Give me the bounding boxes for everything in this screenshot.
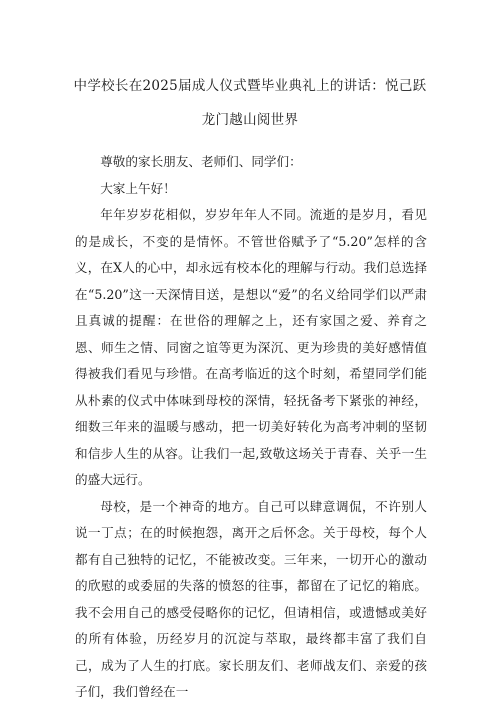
paragraph-2: 母校，是一个神奇的地方。自己可以肆意调侃，不许别人说一丁点；在的时候抱怨，离开之后怀念。关于母校，每个人都有自己独特的记忆，不能被改变。三年来，一切开心的激动的欣慰的或委屈的失落的愤怒的往事，都留在了记忆的箱底。我不会用自己的感受侵略你的记忆，但请相信，或遗憾或美好的所有体验，历经岁月的沉淀与萃取，最终都丰富了我们自己，成为了人生的打底。家长朋友们、老师战友们、亲爱的孩子们，我们曾经在一 bbox=[75, 498, 427, 699]
document-title-line-1: 中学校长在2025届成人仪式暨毕业典礼上的讲话：悦己跃 bbox=[73, 78, 427, 94]
salutation: 尊敬的家长朋友、老师们、同学们： bbox=[100, 154, 302, 169]
paragraph-1: 年年岁岁花相似，岁岁年年人不同。流逝的是岁月，看见的是成长，不变的是情怀。不管世俗赋予了“5.20”怎样的含义，在X人的心中，却永远有校本化的理解与行动。我们总选择在“5.20”这一天深情目送，是想以“爱”的名义给同学们以严肃且真诚的提醒：在世俗的理解之上，还有家国之爱、养育之恩、师生之情、同窗之谊等更为深沉、更为珍贵的美好感情值得被我们看见与珍惜。在高考临近的这个时刻，希望同学们能从朴素的仪式中体味到母校的深情，轻抚备考下紧张的神经，细数三年来的温暖与感动，把一切美好转化为高考冲刺的坚韧和信步人生的从容。让我们一起,致敬这场关于青春、关乎一生的盛大远行。 bbox=[75, 207, 427, 487]
document-body bbox=[75, 144, 427, 706]
document-title-line-2: 龙门越山阅世界 bbox=[201, 112, 299, 128]
greeting: 大家上午好！ bbox=[100, 180, 176, 196]
